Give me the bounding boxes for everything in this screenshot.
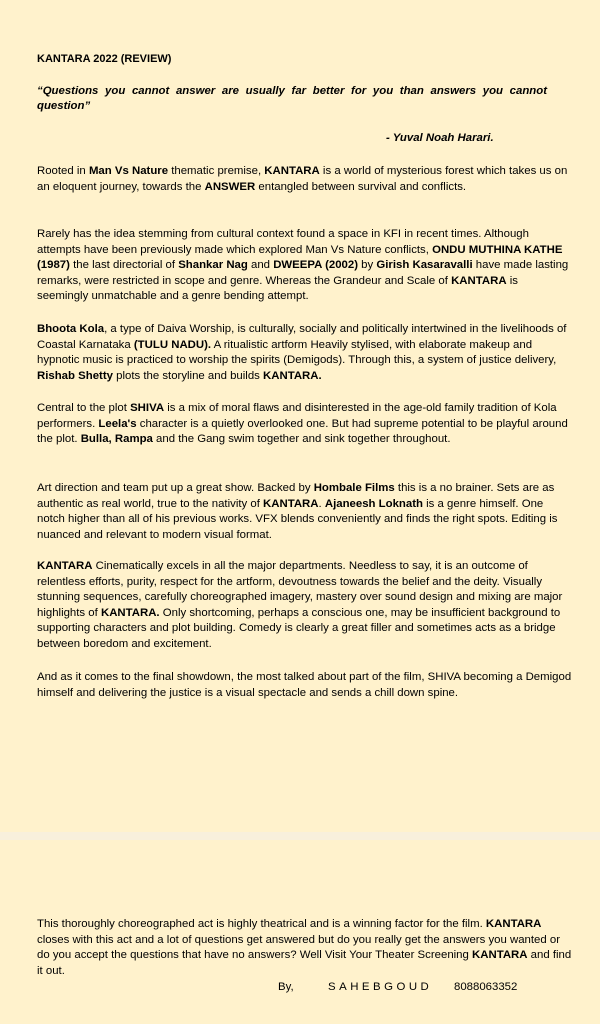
paragraph-showdown: And as it comes to the final showdown, the most talked about part of the film, SHIVA becoming a Demigod himself and delivering the justice is a visual spectacle and sends a chill down spine. bbox=[37, 671, 572, 699]
signature-by: By, bbox=[278, 981, 294, 993]
bold-term: KANTARA bbox=[472, 949, 528, 961]
bold-term: SHIVA bbox=[130, 402, 165, 414]
paragraph-closing: This thoroughly choreographed act is highly theatrical and is a winning factor for the film. KANTARA closes with this act and a lot of questions get answered but do you really get the answers you wanted or do you accept the questions that have no answers? Well Visit Your Theater Screening KANTARA and find it out. bbox=[37, 918, 572, 977]
bold-term: Rishab Shetty bbox=[37, 369, 113, 382]
paragraph-intro: Rooted in Man Vs Nature thematic premise, KANTARA is a world of mysterious forest which takes us on an eloquent journey, towards the ANSWER entangled between survival and conflicts. bbox=[37, 165, 568, 193]
bold-term: Shankar Nag bbox=[178, 259, 248, 271]
bold-term: Hombale Films bbox=[313, 482, 395, 494]
bold-term: Bhoota Kola bbox=[37, 323, 105, 335]
signature-phone: 8088063352 bbox=[454, 981, 518, 993]
bold-term: Leela's bbox=[98, 417, 137, 430]
bold-term: (TULU NADU). bbox=[133, 338, 212, 351]
paragraph-context: Rarely has the idea stemming from cultural context found a space in KFI in recent times. Although attempts have been previously made which explored Man Vs Nature conflicts, ONDU MUTHINA KATHE (1987) the last directorial of Shankar Nag and DWEEPA (2002) by Girish Kasaravalli have made lasting remarks, were restricted in scope and genre. Whereas the Grandeur and Scale of KANTARA is seemingly unmatchable and a genre bending attempt. bbox=[37, 228, 569, 302]
bold-term: Man Vs Nature bbox=[88, 165, 169, 177]
paragraph-bhoota-kola: Bhoota Kola, a type of Daiva Worship, is culturally, socially and politically intertwined in the livelihoods of Coastal Karnataka (TULU NADU). A ritualistic artform Heavily stylised, with elaborate makeup and hypnotic music is practiced to worship the spirits (Demigods). Through this, a system of justice delivery, Rishab Shetty plots the storyline and builds KANTARA. bbox=[37, 323, 567, 382]
bold-term: DWEEPA (2002) bbox=[273, 259, 359, 271]
paragraph-cinematic: KANTARA Cinematically excels in all the major departments. Needless to say, it is an outcome of relentless efforts, purity, respect for the artform, devoutness towards the belief and the deity. Visually stunning sequences, carefully choreographed imagery, mastery over sound design and mixing are major highlights of KANTARA. Only shortcoming, perhaps a conscious one, may be insufficient background to supporting characters and plot building. Comedy is clearly a great filler and sometimes acts as a bridge between boredom and excitement. bbox=[37, 560, 563, 650]
bold-term: Girish Kasaravalli bbox=[376, 259, 473, 271]
signature-name: SAHEBGOUD bbox=[328, 981, 433, 993]
bold-term: KANTARA. bbox=[100, 606, 160, 619]
bold-term: KANTARA bbox=[37, 560, 93, 572]
paragraph-art-direction: Art direction and team put up a great show. Backed by Hombale Films this is a no brainer. Sets are as authentic as real world, true to the nativity of KANTARA. Ajaneesh Loknath is a genre himself. One notch higher than all of his previous works. VFX blends conveniently and finds the right spots. Editing is nuanced and relevant to modern visual format. bbox=[37, 482, 558, 541]
page-title: KANTARA 2022 (REVIEW) bbox=[37, 53, 172, 65]
bold-term: KANTARA bbox=[263, 497, 319, 510]
paragraph-characters: Central to the plot SHIVA is a mix of moral flaws and disinterested in the age-old family tradition of Kola performers. Leela's character is a quietly overlooked one. But had supreme potential to be playful around the plot. Bulla, Rampa and the Gang swim together and sink together throughout. bbox=[37, 402, 568, 445]
opening-quote: “Questions you cannot answer are usually far better for you than answers you cannot question” bbox=[37, 85, 547, 112]
quote-author: - Yuval Noah Harari. bbox=[386, 132, 494, 144]
bold-term: KANTARA bbox=[451, 274, 507, 287]
bold-term: KANTARA. bbox=[263, 369, 322, 382]
bold-term: KANTARA bbox=[264, 165, 320, 177]
bold-term: KANTARA bbox=[485, 918, 542, 930]
page-divider bbox=[0, 832, 600, 840]
bold-term: Ajaneesh Loknath bbox=[324, 497, 423, 510]
bold-term: ONDU MUTHINA KATHE (1987) bbox=[37, 243, 563, 271]
bold-term: Bulla, Rampa bbox=[80, 433, 153, 445]
bold-term: ANSWER bbox=[204, 180, 256, 193]
